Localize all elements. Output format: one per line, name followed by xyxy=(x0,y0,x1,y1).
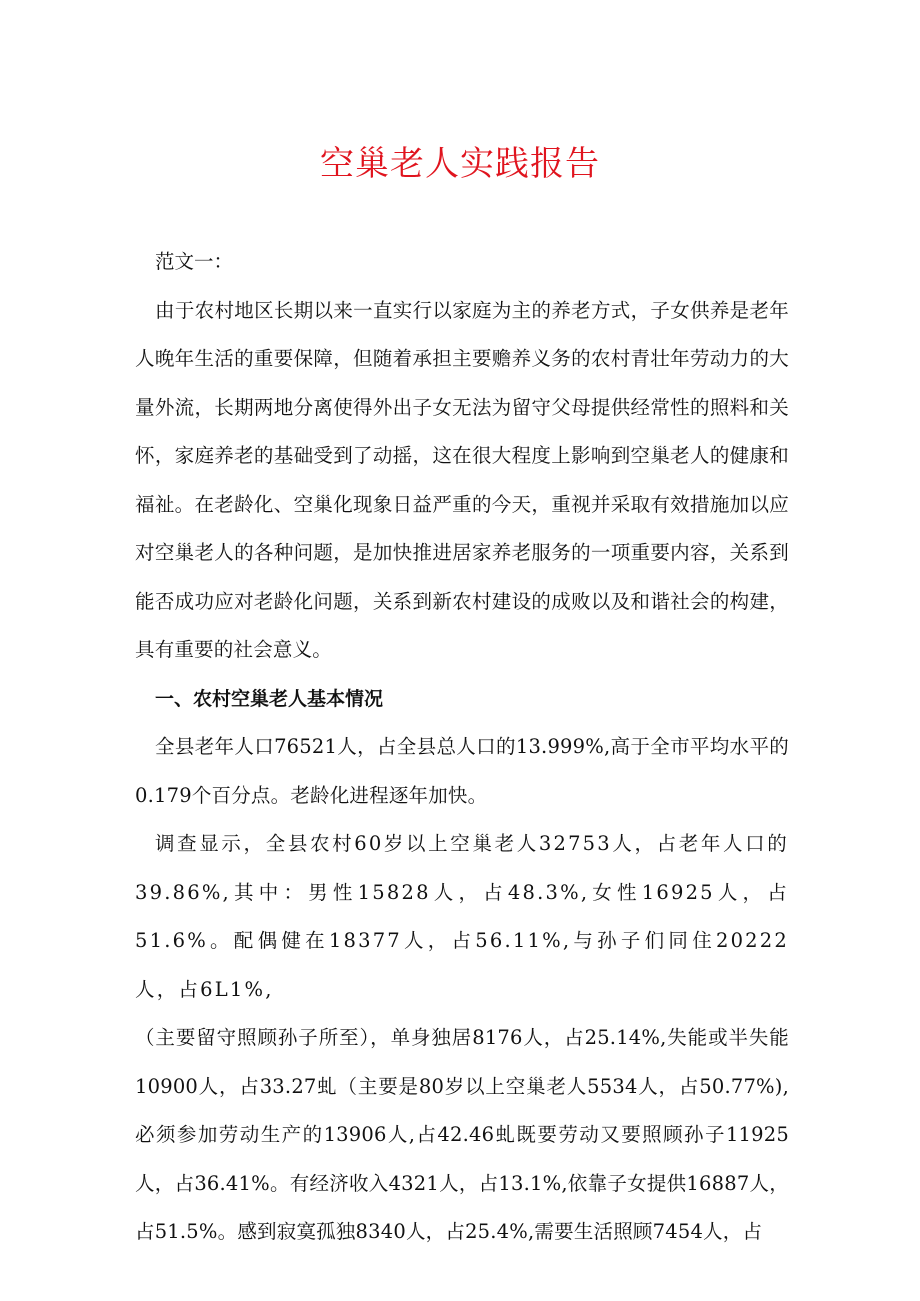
intro-paragraph: 由于农村地区长期以来一直实行以家庭为主的养老方式，子女供养是老年人晚年生活的重要保障，但随着承担主要赡养义务的农村青壮年劳动力的大量外流，长期两地分离使得外出子女无法为留守父母提供经常性的照料和关怀，家庭养老的基础受到了动摇，这在很大程度上影响到空巢老人的健康和福祉。在老龄化、空巢化现象日益严重的今天，重视并采取有效措施加以应对空巢老人的各种问题，是加快推进居家养老服务的一项重要内容，关系到能否成功应对老龄化问题，关系到新农村建设的成败以及和谐社会的构建，具有重要的社会意义。 xyxy=(135,298,789,661)
sample-label: 范文一： xyxy=(155,250,234,273)
survey-paragraph: 调查显示，全县农村60岁以上空巢老人32753人，占老年人口的39.86%,其中：男性15828人，占48.3%,女性16925人，占51.6%。配偶健在18377人，占56.11%,与孙子们同住20222人，占6L1%, xyxy=(135,832,789,1001)
document-body xyxy=(135,238,789,1257)
section-heading-1: 一、农村空巢老人基本情况 xyxy=(155,687,384,710)
population-paragraph: 全县老年人口76521人，占全县总人口的13.999%,高于全市平均水平的0.179个百分点。老龄化进程逐年加快。 xyxy=(135,735,789,807)
document-title: 空巢老人实践报告 xyxy=(320,144,600,184)
details-paragraph: （主要留守照顾孙子所至），单身独居8176人，占25.14%,失能或半失能10900人，占33.27虬（主要是80岁以上空巢老人5534人，占50.77%),必须参加劳动生产的13906人,占42.46虬既要劳动又要照顾孙子11925人，占36.41%。有经济收入4321人，占13.1%,依靠子女提供16887人，占51.5%。感到寂寞孤独8340人，占25.4%,需要生活照顾7454人，占 xyxy=(135,1026,789,1243)
